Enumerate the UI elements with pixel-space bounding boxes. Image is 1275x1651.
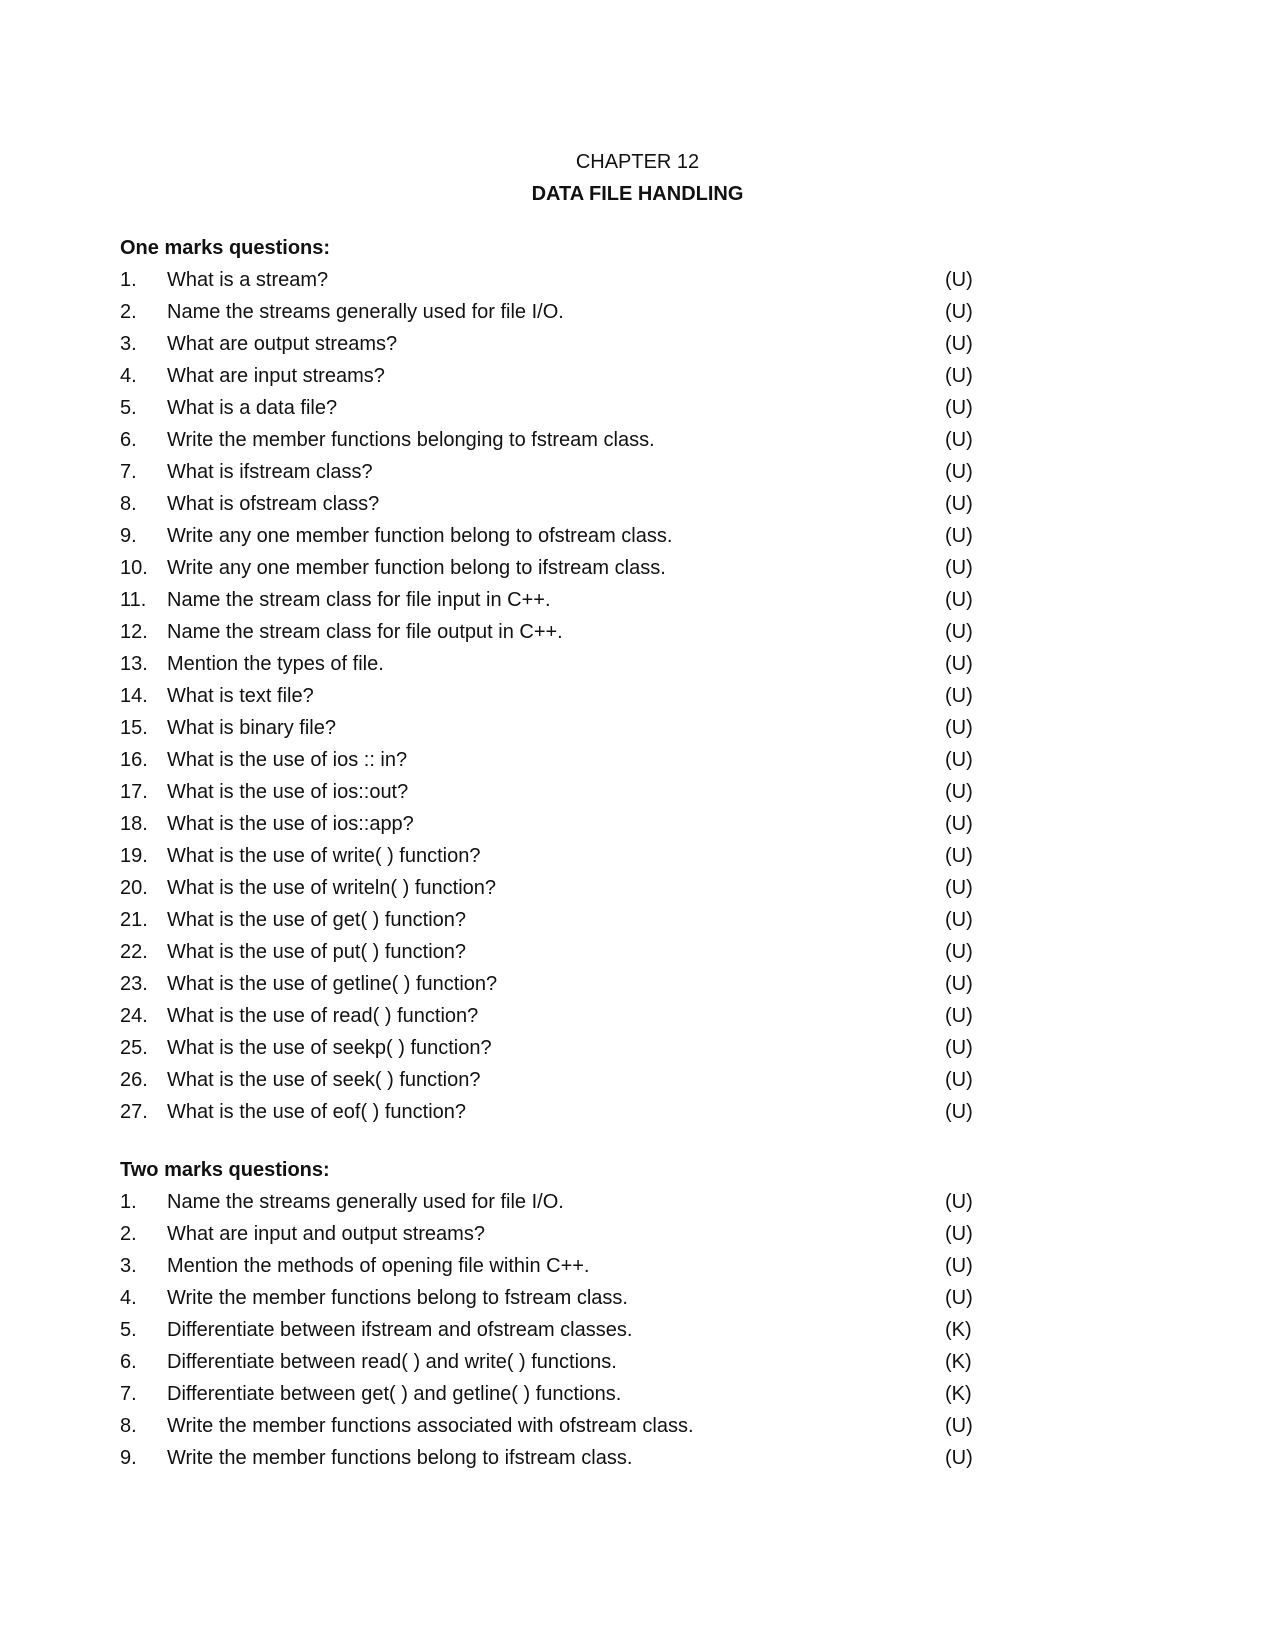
question-mark-type: (U)	[945, 333, 973, 355]
question-item	[120, 876, 1020, 908]
question-number: 8.	[120, 1415, 137, 1437]
question-item	[120, 1318, 1020, 1350]
question-number: 11.	[120, 589, 147, 611]
question-mark-type: (U)	[945, 429, 973, 451]
question-number: 6.	[120, 429, 137, 451]
question-number: 10.	[120, 557, 148, 579]
question-list	[120, 268, 1020, 1132]
question-text: Write any one member function belong to ofstream class.	[167, 525, 673, 547]
question-item	[120, 492, 1020, 524]
question-number: 9.	[120, 1447, 137, 1469]
question-text: What is the use of getline( ) function?	[167, 973, 498, 995]
page-title: DATA FILE HANDLING	[531, 183, 744, 205]
question-text: What is the use of ios :: in?	[167, 749, 408, 771]
question-number: 23.	[120, 973, 148, 995]
question-number: 1.	[120, 269, 137, 291]
question-mark-type: (U)	[945, 973, 973, 995]
question-text: What are input and output streams?	[167, 1223, 485, 1245]
question-mark-type: (U)	[945, 845, 973, 867]
question-mark-type: (U)	[945, 1191, 973, 1213]
question-number: 27.	[120, 1101, 148, 1123]
question-item	[120, 812, 1020, 844]
question-text: Name the stream class for file output in C++.	[167, 621, 563, 643]
question-item	[120, 428, 1020, 460]
question-text: What is the use of read( ) function?	[167, 1005, 479, 1027]
question-mark-type: (U)	[945, 685, 973, 707]
question-text: What is the use of seek( ) function?	[167, 1069, 481, 1091]
question-mark-type: (U)	[945, 525, 973, 547]
question-mark-type: (K)	[945, 1319, 972, 1341]
question-mark-type: (U)	[945, 621, 973, 643]
question-text: Write the member functions associated with ofstream class.	[167, 1415, 694, 1437]
question-number: 19.	[120, 845, 148, 867]
question-item	[120, 1036, 1020, 1068]
question-number: 8.	[120, 493, 137, 515]
question-number: 3.	[120, 1255, 137, 1277]
question-text: What is the use of put( ) function?	[167, 941, 467, 963]
question-item	[120, 556, 1020, 588]
question-number: 16.	[120, 749, 148, 771]
question-text: What is the use of writeln( ) function?	[167, 877, 497, 899]
question-mark-type: (U)	[945, 749, 973, 771]
question-item	[120, 396, 1020, 428]
question-item	[120, 524, 1020, 556]
question-mark-type: (U)	[945, 589, 973, 611]
question-list	[120, 1190, 1020, 1478]
question-text: Differentiate between get( ) and getline( ) functions.	[167, 1383, 622, 1405]
question-text: What is ofstream class?	[167, 493, 380, 515]
question-text: Write the member functions belonging to fstream class.	[167, 429, 655, 451]
question-text: What is the use of get( ) function?	[167, 909, 467, 931]
question-item	[120, 1350, 1020, 1382]
question-number: 6.	[120, 1351, 137, 1373]
question-number: 21.	[120, 909, 148, 931]
question-number: 4.	[120, 365, 137, 387]
question-mark-type: (U)	[945, 269, 973, 291]
question-mark-type: (K)	[945, 1383, 972, 1405]
question-item	[120, 1004, 1020, 1036]
question-item	[120, 1068, 1020, 1100]
question-number: 3.	[120, 333, 137, 355]
question-text: What is ifstream class?	[167, 461, 373, 483]
question-text: What are output streams?	[167, 333, 398, 355]
question-item	[120, 1446, 1020, 1478]
question-item	[120, 1100, 1020, 1132]
question-text: Name the streams generally used for file I/O.	[167, 301, 564, 323]
question-item	[120, 460, 1020, 492]
question-mark-type: (U)	[945, 1005, 973, 1027]
question-number: 24.	[120, 1005, 148, 1027]
one-marks-section	[120, 236, 1020, 1132]
question-item	[120, 940, 1020, 972]
question-text: What is text file?	[167, 685, 314, 707]
question-mark-type: (U)	[945, 1101, 973, 1123]
question-mark-type: (U)	[945, 877, 973, 899]
question-number: 7.	[120, 1383, 137, 1405]
question-mark-type: (U)	[945, 941, 973, 963]
question-number: 4.	[120, 1287, 137, 1309]
question-mark-type: (U)	[945, 1287, 973, 1309]
question-text: Mention the types of file.	[167, 653, 384, 675]
question-number: 17.	[120, 781, 148, 803]
question-text: What is the use of seekp( ) function?	[167, 1037, 492, 1059]
question-item	[120, 1254, 1020, 1286]
question-item	[120, 972, 1020, 1004]
question-text: What is the use of ios::out?	[167, 781, 409, 803]
question-number: 5.	[120, 397, 137, 419]
question-text: What is a stream?	[167, 269, 329, 291]
question-number: 7.	[120, 461, 137, 483]
question-number: 25.	[120, 1037, 148, 1059]
question-item	[120, 1286, 1020, 1318]
question-number: 5.	[120, 1319, 137, 1341]
question-number: 14.	[120, 685, 148, 707]
question-text: What is the use of ios::app?	[167, 813, 414, 835]
question-item	[120, 780, 1020, 812]
question-mark-type: (U)	[945, 717, 973, 739]
question-item	[120, 620, 1020, 652]
question-mark-type: (U)	[945, 909, 973, 931]
question-mark-type: (U)	[945, 1415, 973, 1437]
question-text: Name the stream class for file input in C++.	[167, 589, 551, 611]
question-mark-type: (U)	[945, 557, 973, 579]
question-mark-type: (U)	[945, 1069, 973, 1091]
question-item	[120, 652, 1020, 684]
question-mark-type: (U)	[945, 301, 973, 323]
question-mark-type: (U)	[945, 461, 973, 483]
question-text: Write any one member function belong to ifstream class.	[167, 557, 666, 579]
question-item	[120, 684, 1020, 716]
question-text: Name the streams generally used for file I/O.	[167, 1191, 564, 1213]
question-item	[120, 1382, 1020, 1414]
question-text: Mention the methods of opening file within C++.	[167, 1255, 590, 1277]
question-item	[120, 1414, 1020, 1446]
question-number: 26.	[120, 1069, 148, 1091]
question-number: 9.	[120, 525, 137, 547]
question-item	[120, 332, 1020, 364]
chapter-label: CHAPTER 12	[575, 151, 700, 173]
question-mark-type: (U)	[945, 493, 973, 515]
question-mark-type: (U)	[945, 1255, 973, 1277]
question-number: 13.	[120, 653, 148, 675]
two-marks-section	[120, 1158, 1020, 1478]
question-number: 22.	[120, 941, 148, 963]
question-mark-type: (U)	[945, 813, 973, 835]
question-number: 12.	[120, 621, 148, 643]
question-mark-type: (U)	[945, 365, 973, 387]
question-number: 18.	[120, 813, 148, 835]
question-item	[120, 1222, 1020, 1254]
question-text: Write the member functions belong to ifstream class.	[167, 1447, 633, 1469]
question-mark-type: (U)	[945, 653, 973, 675]
question-mark-type: (U)	[945, 1447, 973, 1469]
question-mark-type: (U)	[945, 1223, 973, 1245]
question-item	[120, 1190, 1020, 1222]
question-text: What are input streams?	[167, 365, 385, 387]
question-number: 1.	[120, 1191, 137, 1213]
question-number: 2.	[120, 1223, 137, 1245]
question-text: Differentiate between read( ) and write( ) functions.	[167, 1351, 617, 1373]
section-heading: One marks questions:	[120, 237, 331, 259]
question-text: What is the use of write( ) function?	[167, 845, 481, 867]
question-item	[120, 844, 1020, 876]
question-number: 20.	[120, 877, 148, 899]
section-heading: Two marks questions:	[120, 1159, 330, 1181]
question-text: What is the use of eof( ) function?	[167, 1101, 467, 1123]
question-item	[120, 300, 1020, 332]
question-mark-type: (U)	[945, 397, 973, 419]
question-mark-type: (U)	[945, 1037, 973, 1059]
question-item	[120, 908, 1020, 940]
question-item	[120, 364, 1020, 396]
question-mark-type: (K)	[945, 1351, 972, 1373]
question-number: 15.	[120, 717, 148, 739]
question-item	[120, 716, 1020, 748]
question-text: What is a data file?	[167, 397, 338, 419]
question-number: 2.	[120, 301, 137, 323]
question-text: What is binary file?	[167, 717, 336, 739]
question-item	[120, 748, 1020, 780]
question-item	[120, 268, 1020, 300]
question-mark-type: (U)	[945, 781, 973, 803]
question-item	[120, 588, 1020, 620]
question-text: Write the member functions belong to fstream class.	[167, 1287, 628, 1309]
question-text: Differentiate between ifstream and ofstream classes.	[167, 1319, 633, 1341]
